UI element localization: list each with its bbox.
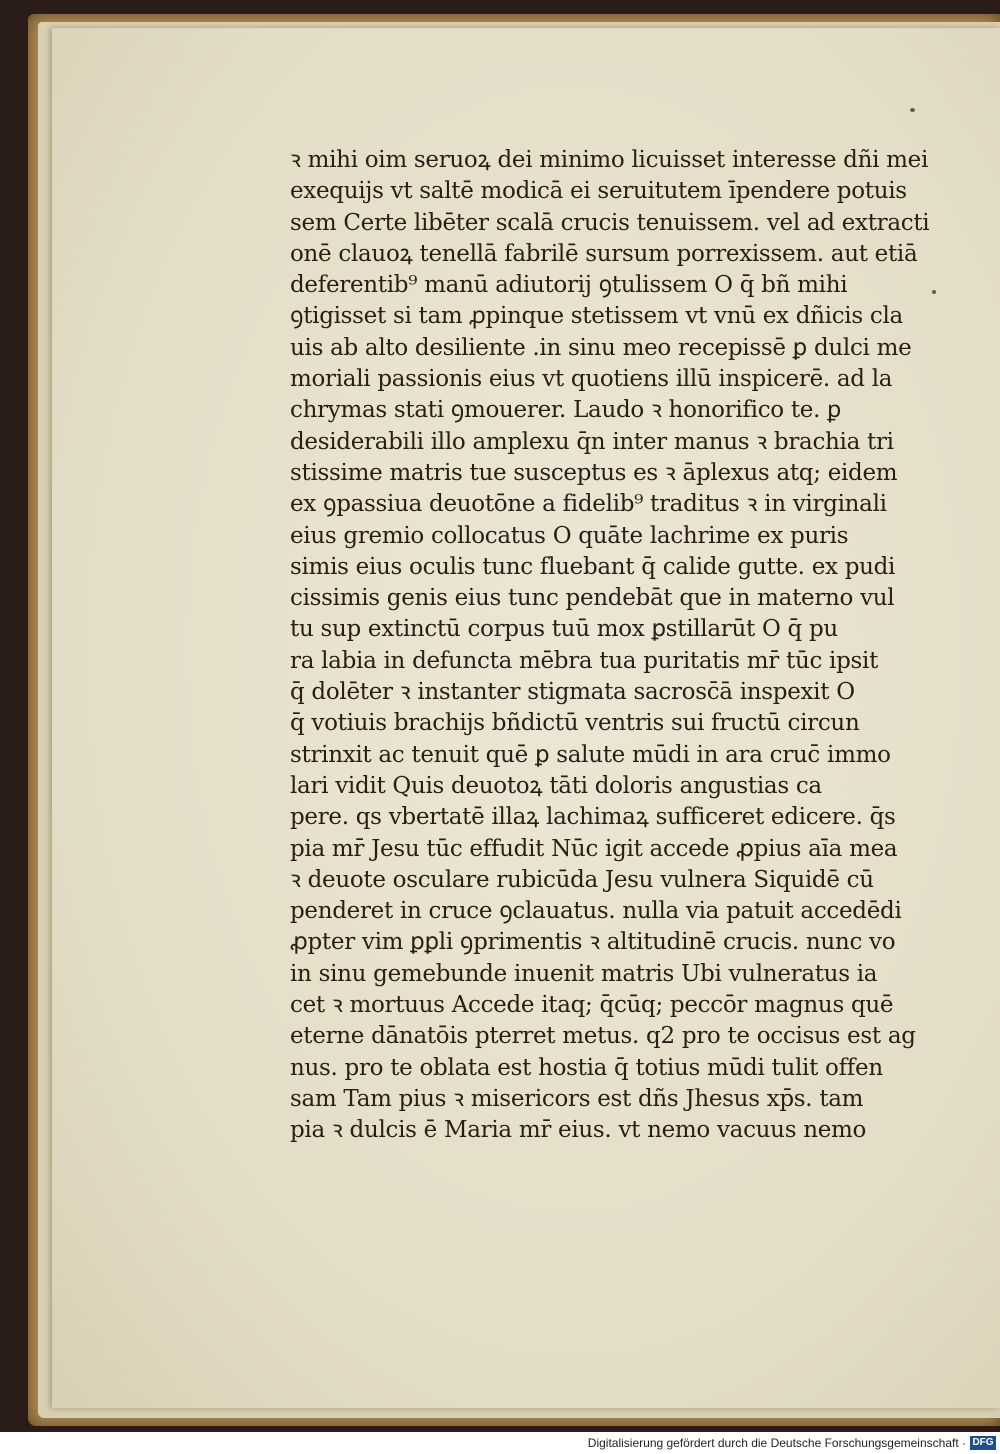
text-line: eterne dānatōis pterret metus. q2 pro te occisus est ag [290,1023,916,1050]
text-line: nus. pro te oblata est hostia q̄ totius mūdi tulit offen [290,1054,883,1081]
text-line: ꝯtigisset si tam ꝓpinque stetissem vt vnū ex dñicis cla [290,303,903,330]
text-line: ꝓpter vim ꝑꝑli ꝯprimentis ꝛ altitudinē crucis. nunc vo [290,929,896,956]
text-line: pia ꝛ dulcis ē Maria mr̄ eius. vt nemo vacuus nemo [290,1117,867,1144]
funding-credit: Digitalisierung gefördert durch die Deutsche Forschungsgemeinschaft · [587,1436,966,1450]
text-line: penderet in cruce ꝯclauatus. nulla via patuit accedēdi [290,898,902,925]
text-line: strinxit ac tenuit quē ꝑ salute mūdi in ara cruc̄ immo [290,741,891,768]
text-line: pere. qs vbertatē illaꝝ lachimaꝝ sufficeret edicere. q̄s [290,804,896,831]
text-line: cet ꝛ mortuus Accede itaq; q̄cūq; peccōr magnus quē [290,992,894,1019]
text-line: tu sup extinctū corpus tuū mox ꝑstillarūt O q̄ pu [290,616,838,643]
text-line: pia mr̄ Jesu tūc effudit Nūc igit accede ꝓpius aīa mea [290,835,898,862]
text-line: sam Tam pius ꝛ misericors est dñs Jhesus xp̄s. tam [290,1085,864,1112]
text-line: desiderabili illo amplexu q̄n inter manus ꝛ brachia tri [290,428,894,455]
text-line: deferentib⁹ manū adiutorij ꝯtulissem O q̄ bñ mihi [290,272,848,299]
text-line: ra labia in defuncta mēbra tua puritatis mr̄ tūc ipsit [290,647,879,674]
text-line: ex ꝯpassiua deuotōne a fidelib⁹ traditus ꝛ in virginali [290,491,887,518]
text-block [290,145,945,1147]
text-line: exequijs vt saltē modicā ei seruitutem īpendere potuis [290,178,907,205]
text-line: uis ab alto desiliente .in sinu meo recepissē ꝑ dulci me [290,334,912,361]
text-line: lari vidit Quis deuotoꝝ tāti doloris angustias ca [290,772,822,799]
text-line: onē clauoꝝ tenellā fabrilē sursum porrexissem. aut etiā [290,240,918,267]
text-line: q̄ votiuis brachijs bñdictū ventris sui fructū circun [290,710,860,737]
text-line: ꝛ deuote osculare rubicūda Jesu vulnera Siquidē cū [290,866,874,893]
text-line: q̄ dolēter ꝛ instanter stigmata sacrosc̄ā inspexit O [290,679,855,706]
text-line: sem Certe libēter scalā crucis tenuissem. vel ad extracti [290,209,930,236]
text-line: cissimis genis eius tunc pendebāt que in materno vul [290,585,895,612]
text-line: simis eius oculis tunc fluebant q̄ calide gutte. ex pudi [290,553,896,580]
text-line: stissime matris tue susceptus es ꝛ āplexus atq; eidem [290,459,898,486]
text-line: in sinu gemebunde inuenit matris Ubi vulneratus ia [290,960,878,987]
paper-speck [910,108,915,112]
text-line: chrymas stati ꝯmouerer. Laudo ꝛ honorifico te. ꝑ [290,397,841,424]
dfg-logo: DFG [970,1436,996,1450]
text-line: eius gremio collocatus O quāte lachrime ex puris [290,522,849,549]
text-line: ꝛ mihi oim seruoꝝ dei minimo licuisset interesse dñi mei [290,147,929,173]
text-line: moriali passionis eius vt quotiens illū inspicerē. ad la [290,366,893,393]
